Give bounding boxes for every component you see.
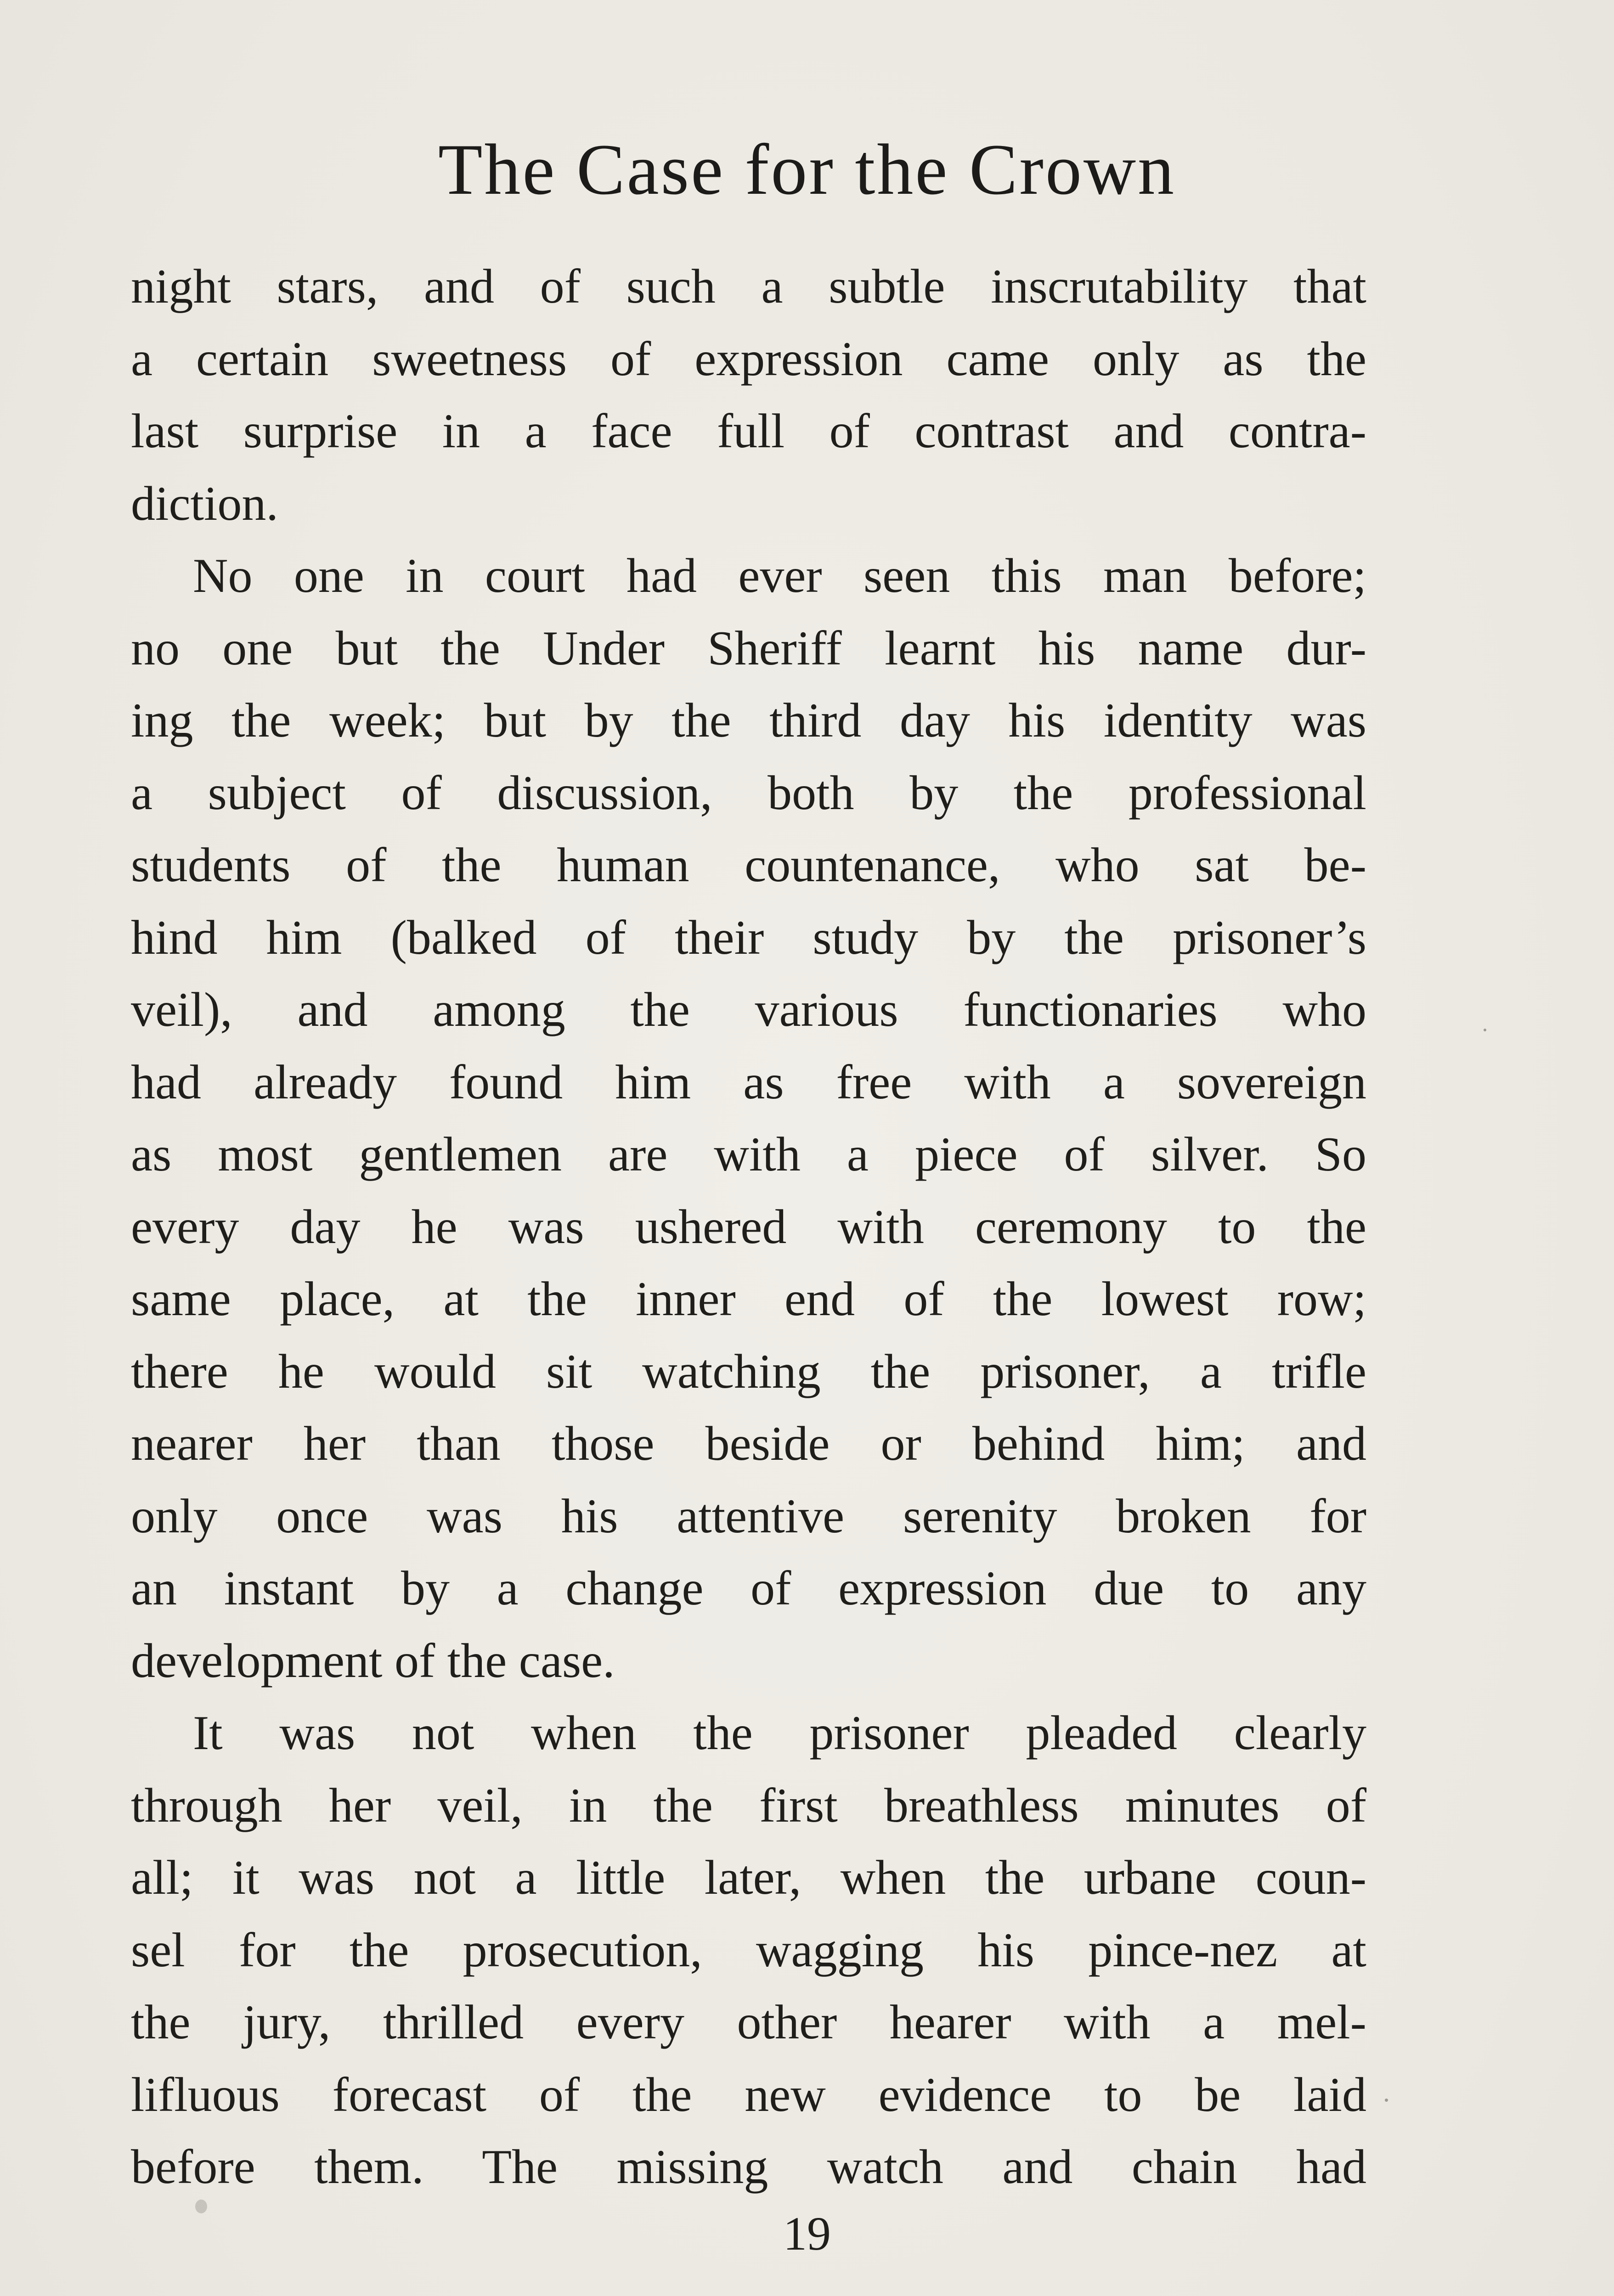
text-line: lifluous forecast of the new evidence to be laid <box>131 2067 1366 2122</box>
text-line: students of the human countenance, who sat be- <box>131 838 1366 892</box>
body-text <box>131 250 1366 2203</box>
text-line: ing the week; but by the third day his identity was <box>131 693 1366 747</box>
paper-speck <box>195 2200 207 2213</box>
text-line: hind him (balked of their study by the prisoner’s <box>131 910 1366 964</box>
text-line: sel for the prosecution, wagging his pince-nez at <box>131 1923 1366 1977</box>
text-line: an instant by a change of expression due to any <box>131 1561 1366 1615</box>
text-line: last surprise in a face full of contrast and contra- <box>131 404 1366 458</box>
text-line: a certain sweetness of expression came only as the <box>131 332 1366 386</box>
text-line: nearer her than those beside or behind him; and <box>131 1417 1366 1470</box>
text-line: a subject of discussion, both by the professional <box>131 765 1366 820</box>
text-line: veil), and among the various functionaries who <box>131 983 1366 1036</box>
text-line: night stars, and of such a subtle inscrutability that <box>131 259 1366 313</box>
text-line: no one but the Under Sheriff learnt his name dur- <box>131 621 1366 675</box>
text-line: No one in court had ever seen this man before; <box>193 549 1366 602</box>
running-head: The Case for the Crown <box>438 129 1176 210</box>
text-line: all; it was not a little later, when the urbane coun- <box>131 1851 1366 1904</box>
text-line: there he would sit watching the prisoner, a trifle <box>131 1344 1366 1398</box>
paper-speck <box>1385 2099 1388 2102</box>
text-line: through her veil, in the first breathless minutes of <box>131 1778 1366 1832</box>
text-line: before them. The missing watch and chain had <box>131 2140 1366 2194</box>
paper-speck <box>1484 1029 1486 1031</box>
page-number: 19 <box>783 2207 831 2260</box>
text-line: diction. <box>131 476 278 530</box>
text-line: as most gentlemen are with a piece of silver. So <box>131 1127 1366 1181</box>
text-line: had already found him as free with a sovereign <box>131 1055 1366 1109</box>
text-line: only once was his attentive serenity broken for <box>131 1489 1366 1543</box>
text-line: the jury, thrilled every other hearer with a mel- <box>131 1995 1366 2049</box>
text-line: It was not when the prisoner pleaded clearly <box>193 1706 1366 1760</box>
text-line: same place, at the inner end of the lowest row; <box>131 1272 1366 1326</box>
text-line: development of the case. <box>131 1633 615 1688</box>
text-line: every day he was ushered with ceremony to the <box>131 1199 1366 1254</box>
